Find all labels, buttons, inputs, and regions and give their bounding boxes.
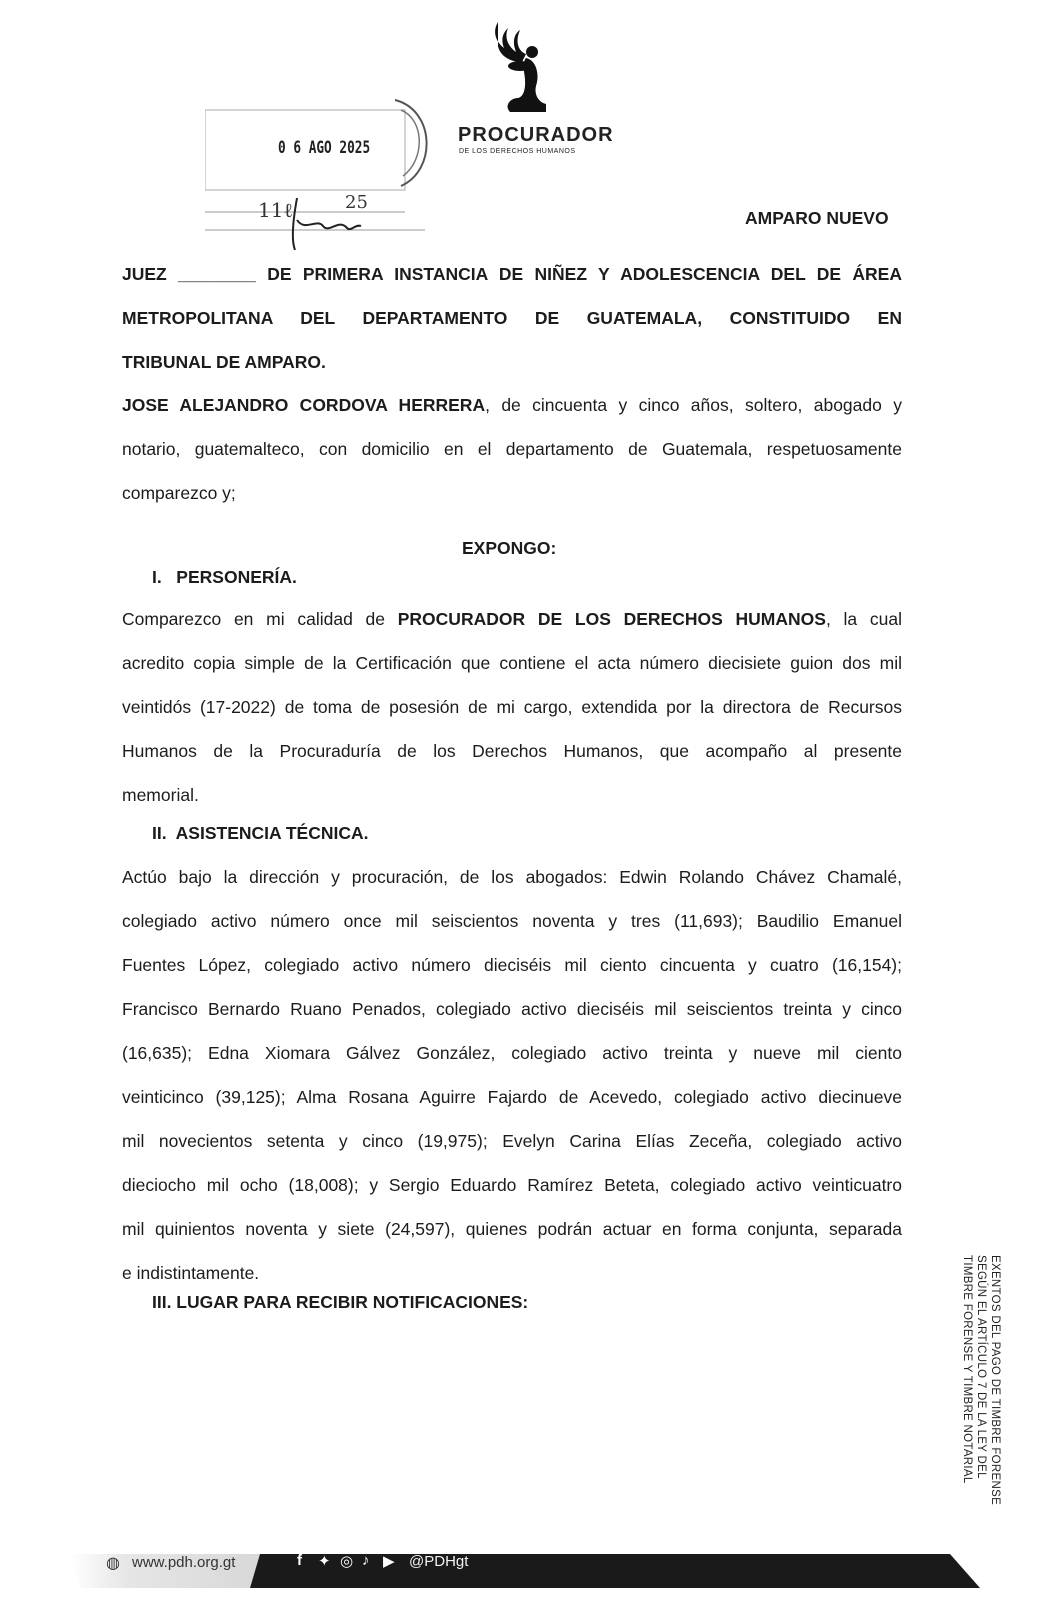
org-subtitle: DE LOS DERECHOS HUMANOS bbox=[459, 148, 576, 155]
intro-paragraph bbox=[122, 383, 902, 515]
twitter-icon[interactable]: ✦ bbox=[318, 1553, 331, 1570]
role-name: PROCURADOR DE LOS DERECHOS HUMANOS bbox=[397, 609, 826, 629]
section-1-line: Humanos de la Procuraduría de los Derechos Humanos, que acompaño al presente bbox=[122, 741, 902, 761]
section-1-heading: I. PERSONERÍA. bbox=[152, 567, 297, 587]
court-line: JUEZ ________ DE PRIMERA INSTANCIA DE NIÑEZ Y ADOLESCENCIA DEL DE ÁREA bbox=[122, 264, 902, 284]
stamp-date: 0 6 AGO 2025 bbox=[278, 138, 371, 158]
section-1-line: acredito copia simple de la Certificación que contiene el acta número diecisiete guion dos mil bbox=[122, 653, 902, 673]
footer-social-handle[interactable]: @PDHgt bbox=[409, 1553, 469, 1570]
youtube-icon[interactable]: ▶ bbox=[383, 1553, 395, 1570]
petitioner-name: JOSE ALEJANDRO CORDOVA HERRERA bbox=[122, 395, 486, 415]
reception-stamp bbox=[205, 90, 445, 250]
org-title: PROCURADOR bbox=[458, 124, 614, 146]
side-note-line: TIMBRE FORENSE Y TIMBRE NOTARIAL bbox=[961, 1255, 973, 1484]
section-2-line: mil quinientos noventa y siete (24,597), quienes podrán actuar en forma conjunta, separada bbox=[122, 1219, 902, 1239]
section-2-line: (16,635); Edna Xiomara Gálvez González, colegiado activo treinta y nueve mil ciento bbox=[122, 1043, 902, 1063]
section-1-line: Comparezco en mi calidad de PROCURADOR DE LOS DERECHOS HUMANOS, la cual bbox=[122, 609, 902, 629]
section-3-heading: III. LUGAR PARA RECIBIR NOTIFICACIONES: bbox=[152, 1292, 529, 1312]
intro-line: comparezco y; bbox=[122, 483, 236, 503]
court-line: TRIBUNAL DE AMPARO. bbox=[122, 352, 326, 372]
section-2-line: mil novecientos setenta y cinco (19,975); Evelyn Carina Elías Zeceña, colegiado activo bbox=[122, 1131, 902, 1151]
case-label: AMPARO NUEVO bbox=[745, 208, 889, 228]
court-address bbox=[122, 252, 902, 384]
stamp-exemption-note bbox=[955, 1255, 1001, 1505]
facebook-icon[interactable]: f bbox=[297, 1552, 302, 1569]
stamp-reference: 11ℓ bbox=[258, 198, 294, 222]
section-2-heading: II. ASISTENCIA TÉCNICA. bbox=[152, 823, 369, 843]
exponogo-heading: EXPONGO: bbox=[462, 538, 557, 558]
section-1-line: veintidós (17-2022) de toma de posesión de mi cargo, extendida por la directora de Recursos bbox=[122, 697, 902, 717]
instagram-icon[interactable]: ◎ bbox=[340, 1553, 354, 1570]
section-2-line: dieciocho mil ocho (18,008); y Sergio Eduardo Ramírez Beteta, colegiado activo veinticuatro bbox=[122, 1175, 902, 1195]
globe-icon: ◍ bbox=[106, 1555, 120, 1572]
section-2-line: colegiado activo número once mil seiscientos noventa y tres (11,693); Baudilio Emanuel bbox=[122, 911, 902, 931]
section-2-line: Francisco Bernardo Ruano Penados, colegiado activo dieciséis mil seiscientos treinta y cinco bbox=[122, 999, 902, 1019]
section-2-line: Actúo bajo la dirección y procuración, de los abogados: Edwin Rolando Chávez Chamalé, bbox=[122, 867, 902, 887]
section-2-line: Fuentes López, colegiado activo número dieciséis mil ciento cincuenta y cuatro (16,154); bbox=[122, 955, 902, 975]
stamp-reference-2: 25 bbox=[345, 192, 368, 213]
section-1-line: memorial. bbox=[122, 785, 199, 805]
section-2-line: veinticinco (39,125); Alma Rosana Aguirre Fajardo de Acevedo, colegiado activo diecinueve bbox=[122, 1087, 902, 1107]
side-note-line: EXENTOS DEL PAGO DE TIMBRE FORENSE bbox=[989, 1255, 1001, 1506]
footer-website[interactable]: www.pdh.org.gt bbox=[132, 1554, 236, 1571]
intro-line: JOSE ALEJANDRO CORDOVA HERRERA, de cincuenta y cinco años, soltero, abogado y bbox=[122, 395, 902, 415]
section-2-body bbox=[122, 855, 902, 1295]
tiktok-icon[interactable]: ♪ bbox=[362, 1552, 370, 1569]
section-1-body bbox=[122, 597, 902, 817]
pdh-logo bbox=[490, 18, 552, 118]
side-note-line: SEGÚN EL ARTÍCULO 7 DE LA LEY DEL bbox=[975, 1255, 987, 1479]
intro-line: notario, guatemalteco, con domicilio en el departamento de Guatemala, respetuosamente bbox=[122, 439, 902, 459]
section-2-line: e indistintamente. bbox=[122, 1263, 260, 1283]
court-line: METROPOLITANA DEL DEPARTAMENTO DE GUATEMALA, CONSTITUIDO EN bbox=[122, 308, 902, 328]
